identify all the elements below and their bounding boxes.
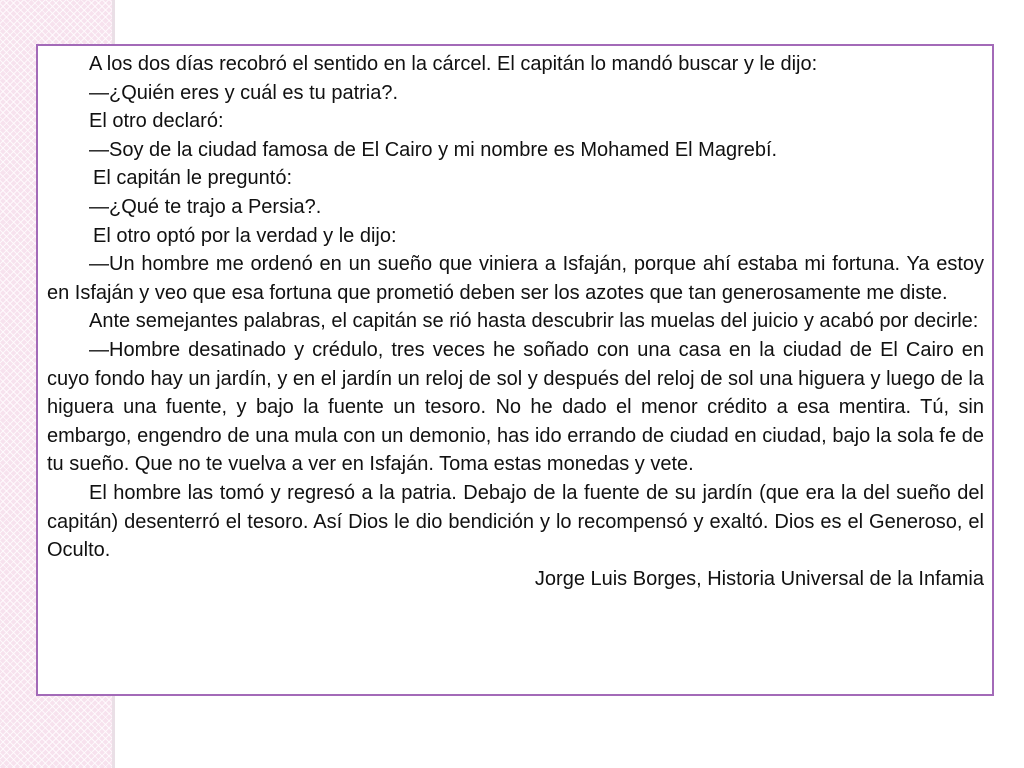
paragraph-2: —¿Quién eres y cuál es tu patria?. bbox=[89, 81, 399, 104]
attribution: Jorge Luis Borges, Historia Universal de la Infamia bbox=[534, 567, 984, 590]
paragraph-1: A los dos días recobró el sentido en la cárcel. El capitán lo mandó buscar y le dijo: bbox=[89, 53, 818, 75]
paragraph-3: El otro declaró: bbox=[89, 110, 224, 133]
story-text bbox=[47, 50, 984, 593]
paragraph-5: El capitán le preguntó: bbox=[93, 167, 293, 190]
paragraph-8: —Un hombre me ordenó en un sueño que viniera a Isfaján, porque ahí estaba mi fortuna. Ya estoy en Isfaján y veo que esa fortuna que prometió deben ser los azotes que tan generosamente me diste. bbox=[47, 253, 984, 304]
paragraph-10: —Hombre desatinado y crédulo, tres veces he soñado con una casa en la ciudad de El Cairo en cuyo fondo hay un jardín, y en el jardín un reloj de sol y después del reloj de sol una higuera y luego de la higuera una fuente, y bajo la fuente un tesoro. No he dado el menor crédito a esa mentira. Tú, sin embargo, engendro de una mula con un demonio, has ido errando de ciudad en ciudad, bajo la sola fe de tu sueño. Que no te vuelva a ver en Isfaján. Toma estas monedas y vete. bbox=[47, 338, 984, 476]
paragraph-11: El hombre las tomó y regresó a la patria. Debajo de la fuente de su jardín (que era la del sueño del capitán) desenterró el tesoro. Así Dios le dio bendición y lo recompensó y exaltó. Dios es el Generoso, el Oculto. bbox=[47, 481, 984, 562]
paragraph-7: El otro optó por la verdad y le dijo: bbox=[93, 224, 397, 247]
paragraph-9: Ante semejantes palabras, el capitán se rió hasta descubrir las muelas del juicio y acabó por decirle: bbox=[89, 310, 979, 333]
paragraph-4: —Soy de la ciudad famosa de El Cairo y mi nombre es Mohamed El Magrebí. bbox=[89, 138, 778, 161]
paragraph-6: —¿Qué te trajo a Persia?. bbox=[89, 195, 322, 218]
text-frame bbox=[36, 44, 994, 696]
